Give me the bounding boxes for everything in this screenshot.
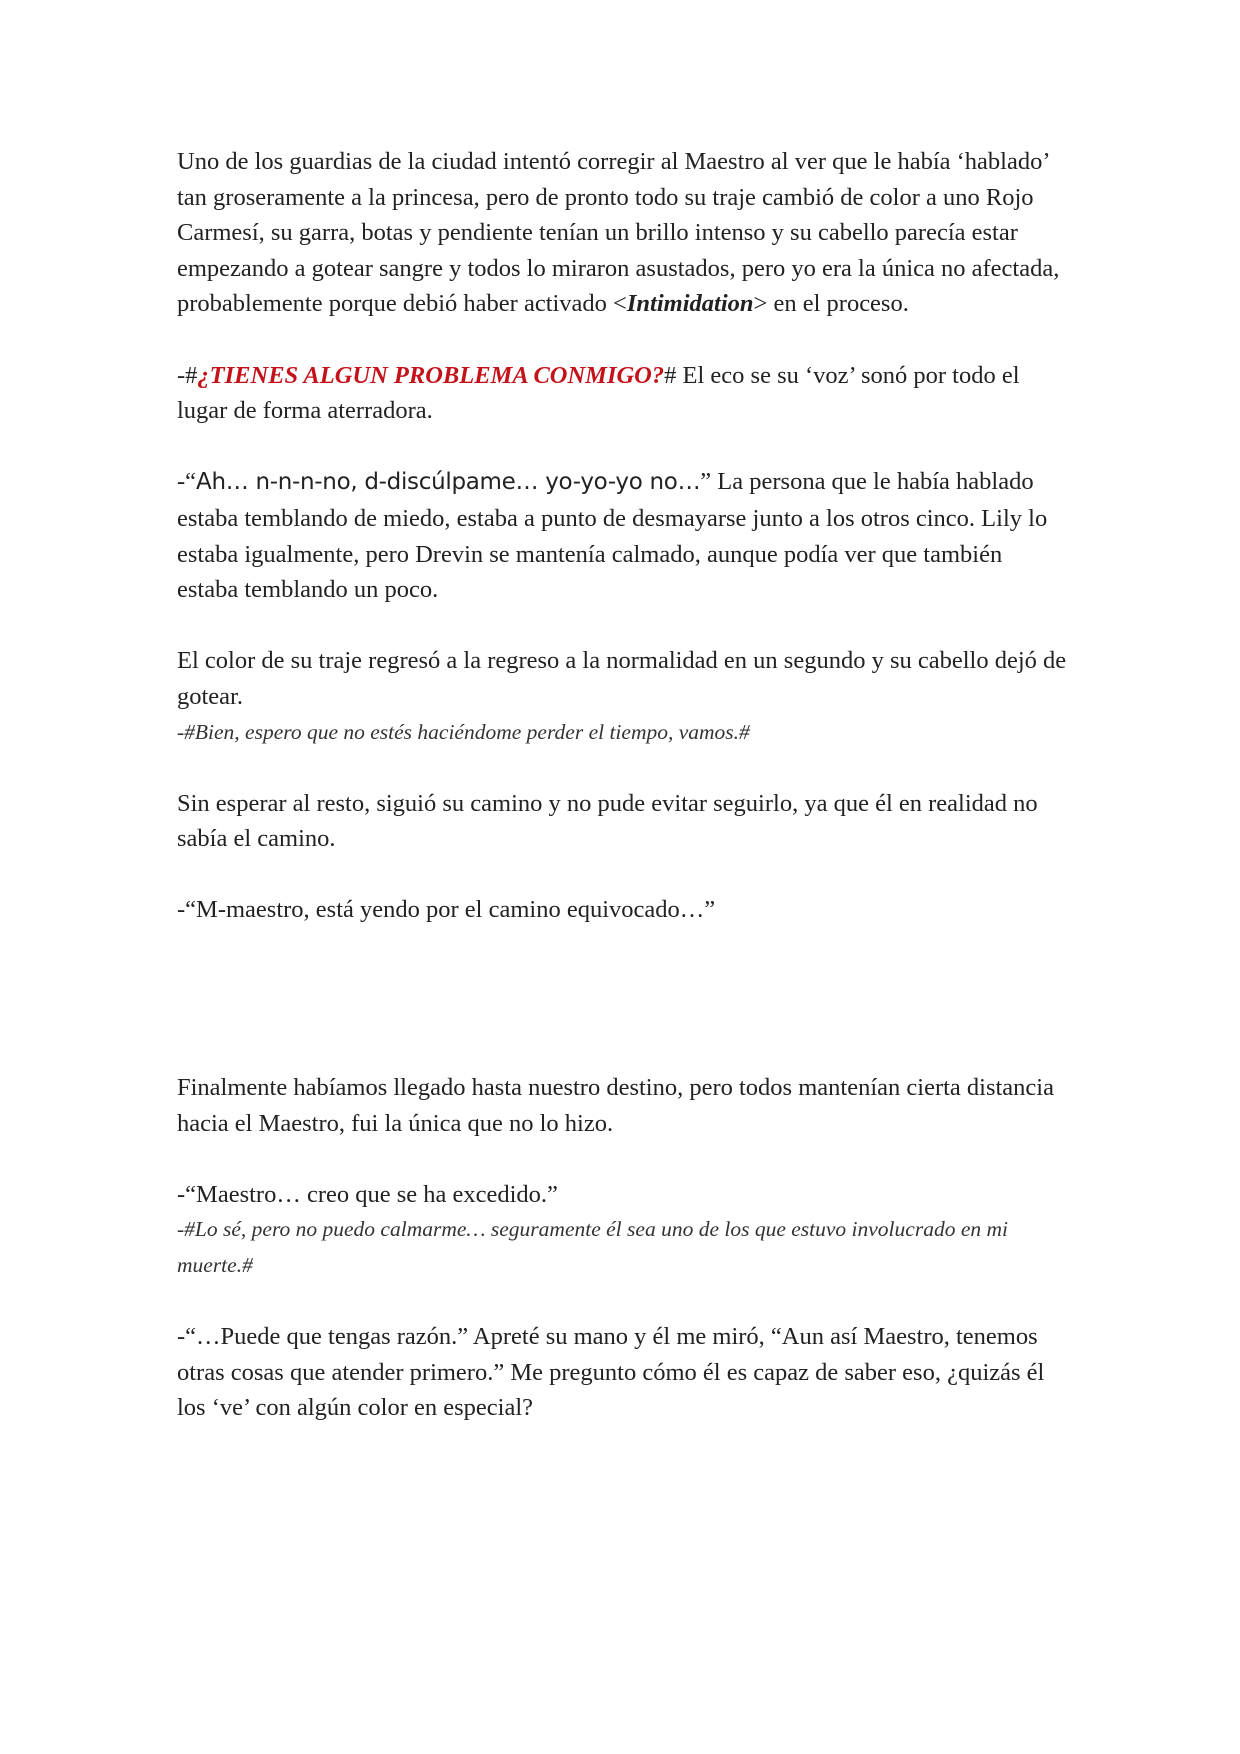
paragraph-destination: Finalmente habíamos llegado hasta nuestro destino, pero todos mantenían cierta distancia hacia el Maestro, fui la única que no lo hizo.: [177, 1074, 1054, 1137]
stammer-text: Ah… n-n-n-no, d-discúlpame… yo-yo-yo no…: [196, 469, 701, 496]
paragraph-follow: Sin esperar al resto, siguió su camino y no pude evitar seguirlo, ya que él en realidad no sabía el camino.: [177, 789, 1038, 853]
paragraph-shout: -#¿TIENES ALGUN PROBLEMA CONMIGO?# El eco se su ‘voz’ sonó por todo el lugar de forma aterradora.: [177, 361, 1020, 425]
paragraph-guard: Uno de los guardias de la ciudad intentó corregir al Maestro al ver que le había ‘hablado’ tan groseramente a la princesa, pero de pronto todo su traje cambió de color a uno Rojo Carmesí, su garra, botas y pendiente tenían un brillo intenso y su cabello parecía estar empezando a gotear sangre y todos lo miraron asustados, pero yo era la única no afectada, probablemente porque debió haber activado <Intimidation> en el proceso.: [177, 148, 1060, 318]
thought-line-bien: -#Bien, espero que no estés haciéndome perder el tiempo, vamos.#: [177, 719, 750, 744]
paragraph-color-return: El color de su traje regresó a la regreso a la normalidad en un segundo y su cabello dejó de gotear.: [177, 647, 1067, 710]
shout-text: ¿TIENES ALGUN PROBLEMA CONMIGO?: [197, 361, 665, 389]
skill-name: Intimidation: [626, 290, 754, 318]
dialogue-wrong-way: -“M-maestro, está yendo por el camino equivocado…”: [177, 896, 716, 924]
paragraph-stammer: -“Ah… n-n-n-no, d-discúlpame… yo-yo-yo no…” La persona que le había hablado estaba temblando de miedo, estaba a punto de desmayarse junto a los otros cinco. Lily lo estaba igualmente, pero Drevin se mantenía calmado, aunque podía ver que también estaba temblando un poco.: [177, 468, 1048, 604]
thought-line-muerte: -#Lo sé, pero no puedo calmarme… seguramente él sea uno de los que estuvo involucrado en mi muerte.#: [177, 1217, 1008, 1278]
document-page: [177, 144, 1067, 1426]
dialogue-excedido: -“Maestro… creo que se ha excedido.”: [177, 1180, 558, 1208]
paragraph-razon: -“…Puede que tengas razón.” Apreté su mano y él me miró, “Aun así Maestro, tenemos otras cosas que atender primero.” Me pregunto cómo él es capaz de saber eso, ¿quizás él los ‘ve’ con algún color en especial?: [177, 1323, 1045, 1422]
